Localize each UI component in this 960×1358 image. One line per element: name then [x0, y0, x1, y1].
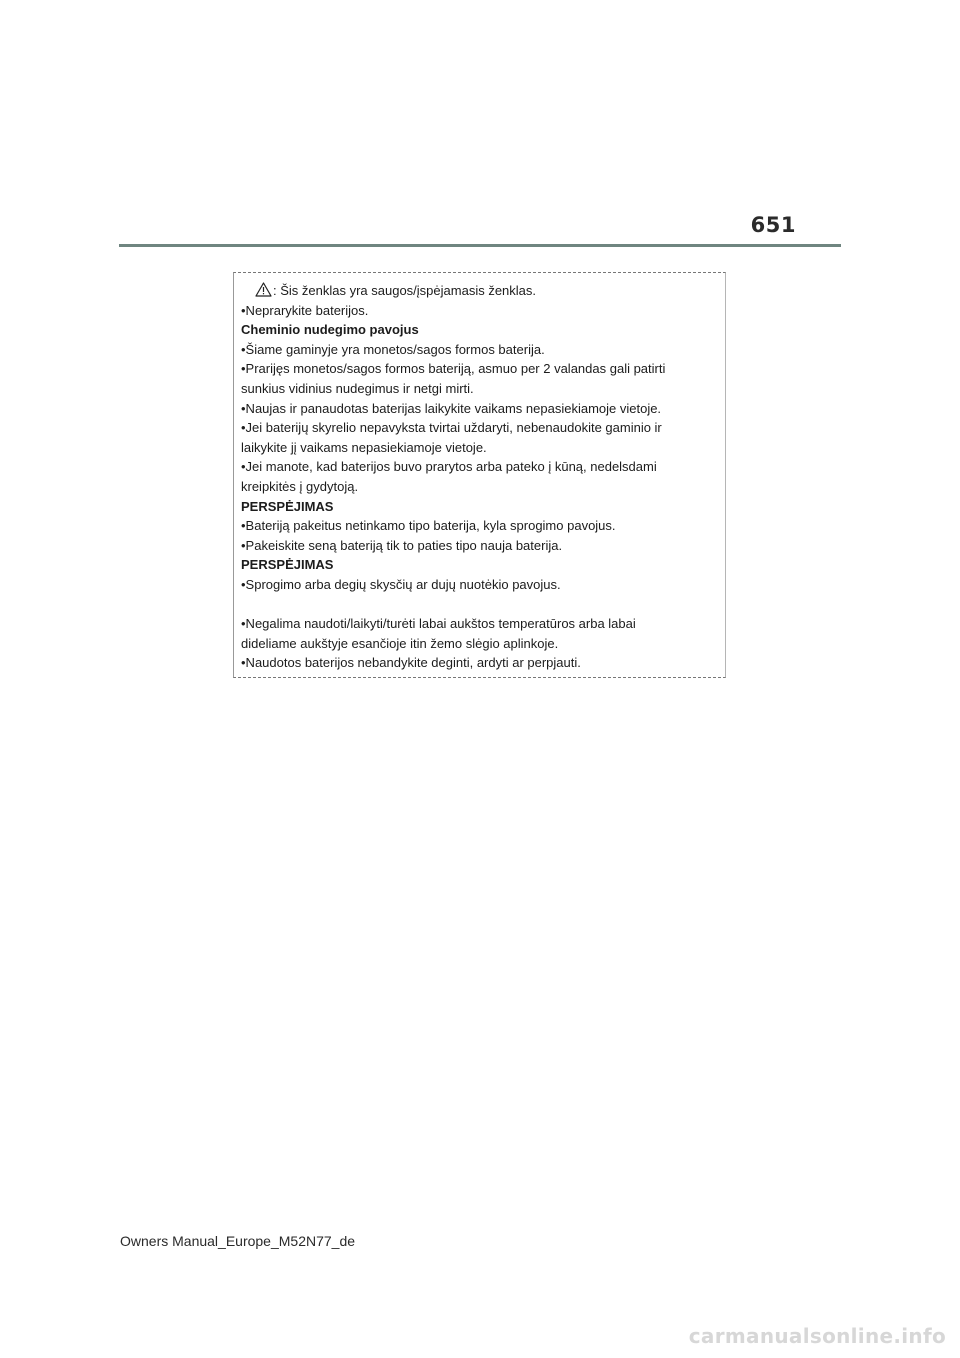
section-heading: PERSPĖJIMAS	[241, 498, 334, 514]
warning-text-line: •Naudotos baterijos nebandykite deginti, ardyti ar perpjauti.	[241, 655, 581, 671]
page-number: 651	[750, 213, 796, 237]
warning-text-line: laikykite jį vaikams nepasiekiamoje vietoje.	[241, 439, 487, 455]
warning-text-line: •Pakeiskite seną bateriją tik to paties tipo nauja baterija.	[241, 537, 563, 553]
blank-line	[241, 595, 715, 615]
watermark-text: carmanualsonline.info	[688, 1324, 946, 1348]
legend-text: : Šis ženklas yra saugos/įspėjamasis ženklas.	[273, 283, 537, 298]
section-heading: PERSPĖJIMAS	[241, 557, 334, 573]
warning-text-line: •Bateriją pakeitus netinkamo tipo baterija, kyla sprogimo pavojus.	[241, 518, 616, 534]
section-heading: Cheminio nudegimo pavojus	[241, 322, 419, 338]
warning-box	[233, 272, 726, 678]
warning-text-line: •Sprogimo arba degių skysčių ar dujų nuotėkio pavojus.	[241, 576, 561, 592]
footer-text: Owners Manual_Europe_M52N77_de	[120, 1233, 356, 1249]
warning-text-line: dideliame aukštyje esančioje itin žemo slėgio aplinkoje.	[241, 635, 559, 651]
warning-text-line: •Naujas ir panaudotas baterijas laikykite vaikams nepasiekiamoje vietoje.	[241, 400, 662, 416]
warning-box-content	[241, 281, 715, 673]
warning-text-line: •Negalima naudoti/laikyti/turėti labai aukštos temperatūros arba labai	[241, 616, 636, 632]
warning-text-line: •Jei manote, kad baterijos buvo prarytos arba pateko į kūną, nedelsdami	[241, 459, 657, 475]
warning-text-line: •Jei baterijų skyrelio nepavyksta tvirtai uždaryti, nebenaudokite gaminio ir	[241, 420, 662, 436]
legend-line	[241, 281, 715, 301]
warning-text-line: kreipkitės į gydytoją.	[241, 478, 359, 494]
warning-text-line: sunkius vidinius nudegimus ir netgi mirti.	[241, 380, 474, 396]
warning-text-line: •Neprarykite baterijos.	[241, 302, 369, 318]
warning-text-line: •Prarijęs monetos/sagos formos bateriją, asmuo per 2 valandas gali patirti	[241, 361, 666, 377]
header-rule	[119, 244, 841, 247]
warning-triangle-icon	[255, 282, 272, 297]
warning-text-line: •Šiame gaminyje yra monetos/sagos formos baterija.	[241, 341, 545, 357]
